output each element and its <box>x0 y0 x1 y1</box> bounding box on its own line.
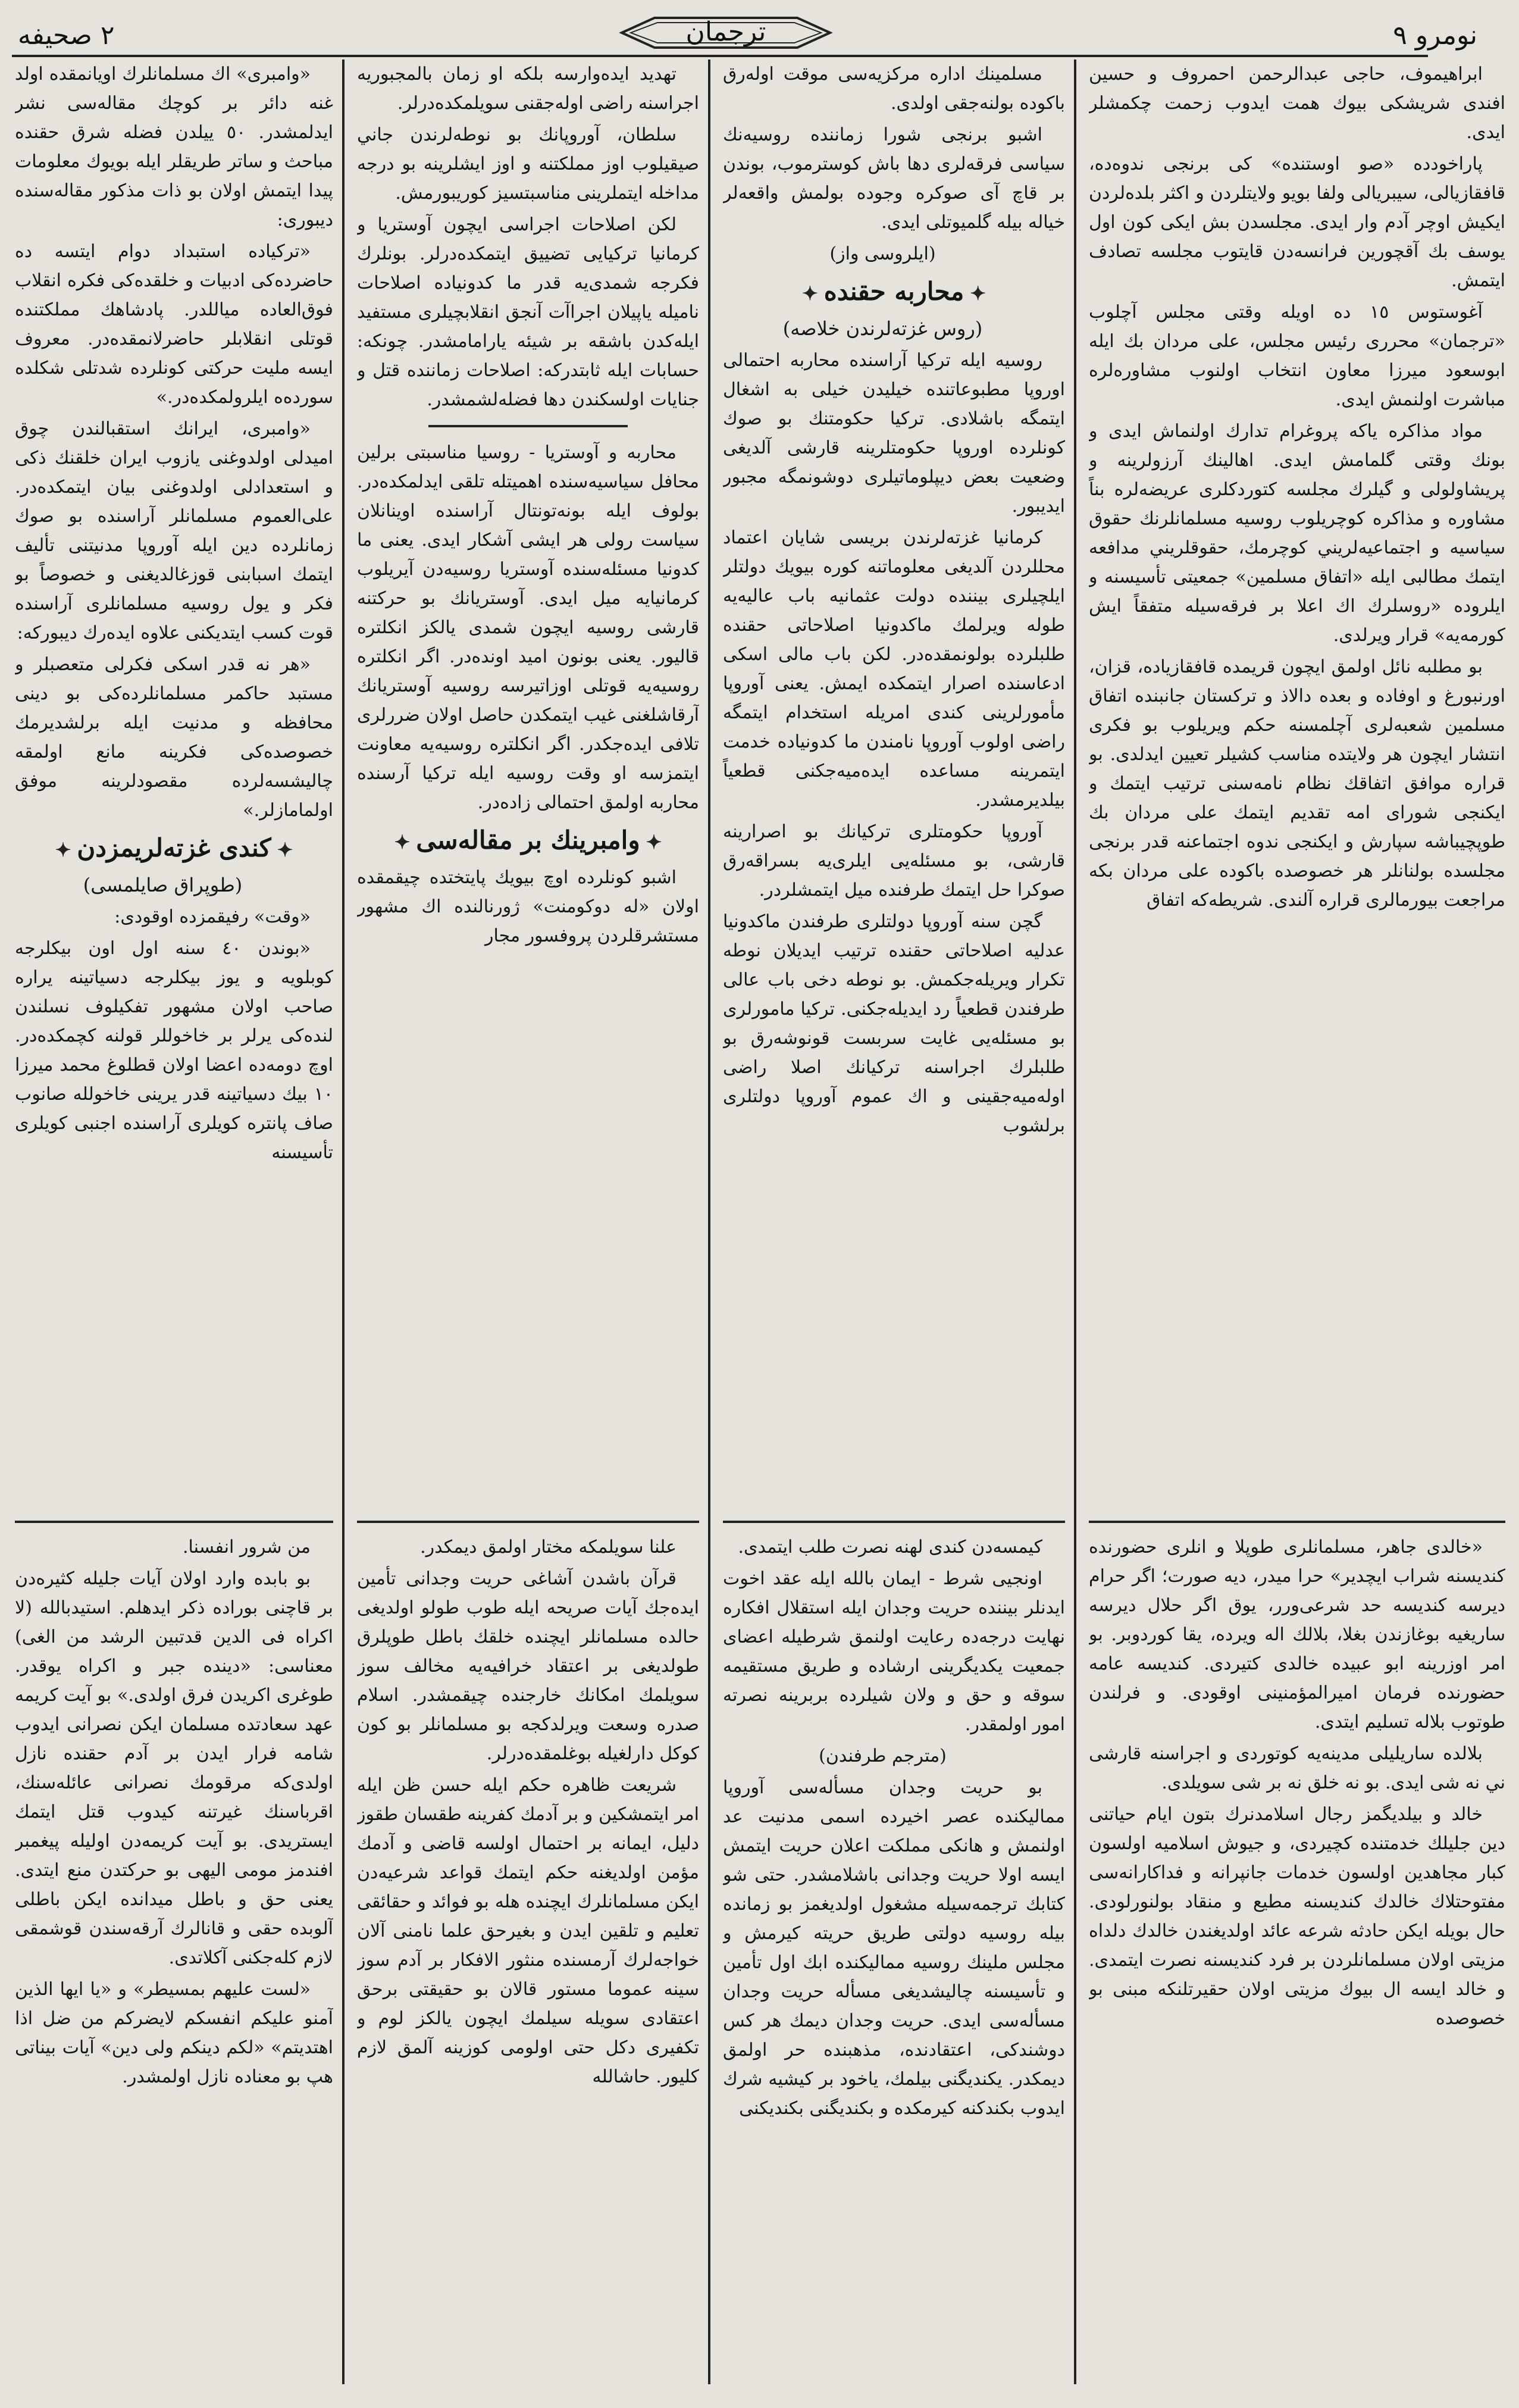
article-subheading: (روس غزته‌لرندن خلاصه) <box>782 317 983 340</box>
section-rule <box>1089 1521 1505 1523</box>
paragraph: علنا سويلمكه مختار اولمق ديمكدر. <box>420 1537 676 1558</box>
paragraph: قرآن باشدن آشاغى حريت وجدانى تأمين ايده‌جك آيات صريحه ايله طوب طولو اولديغى حالده مسلمانلر ايچنده خلقك باطل طوپلرق طولديغى بر اعتقاد خرافيه‌يه مخالف سوز سويلمك امكانك خارجنده چيقمشدر. اسلام صدره وسعت ويرلدكجه بو مسلمانلر بو كون كوكل دارلغيله بوغلمقده‌درلر. <box>357 1568 699 1764</box>
paragraph: كرمانيا غزته‌لرندن بريسى شايان اعتماد محللردن آلديغى معلوماتنه كوره بيويك دولتلر ايلچيلرى بيننده دولت عثمانيه باب عاليه‌يه طوله ويرلمك ماكدونيا اصلاحاتى حقنده طلبلرده بولونمقده‌در. لكن باب مالى اسكى ادعاسنده اصرار ايتمكده ايمش. يعنى آوروپا مأمورلرينى كندى امريله استخدام ايتمگه راضى اولوب آوروپا نامندن ما كدونياده خدمت ايتمرينه مساعده ايده‌ميه‌جكنى قطعياً بيلديرمشدر. <box>723 527 1065 811</box>
paragraph: خالد و بيلديگمز رجال اسلامدنرك بتون ايام حياتنى دين جليلك خدمتنده كچيردى، و جيوش اسلاميه اولسون كبار مجاهدين اولسون خدمات جانپرانه و فداكارانه‌سى مفتوحتلاك خالدك كنديسنه مطيع و منقاد بولنورلودى. حال بويله ايكن حادثه شرعه عائد اولديغندن خالدك دلداه مزيتى اولان مسلمانلردن بر فرد كنديسنه نصرت ايتمدى. و خالد ايسه ال بيوك مزيتى اولان حقيرتلنكه مبنى بو خصوصده <box>1089 1804 1505 2029</box>
section-divider <box>428 425 628 427</box>
column-2-lower <box>723 1533 1065 2384</box>
paragraph: بو مطلبه نائل اولمق ايچون قريمده قافقازياده، قزان، اورنبورغ و اوفاده و بعده دالاذ و تركستان جانبنده اتفاق مسلمين شعبه‌لرى آچلمسنه حكم ويريلوب بو فكرى انتشار ايچون هر ولايتده مناسب كشيلر تعيين ايدلدى. بو قراره موافق اتفاقك نظام نامه‌سنى ترتيب ايتمك و ايكنجى شوراى امه تقديم ايتمك على مردان بك طوپچيباشه سپارش و ايكنجى ندوه اجتماعنه قدر برنجى مجلسده بولنانلر هر خصوصده باكوده على مردان بكه مراجعت بيورمالرى قراره آلندى. شريطه‌كه اتفاق <box>1089 656 1505 911</box>
ornament-icon: ✦ <box>394 831 411 853</box>
paragraph: «وامبرى، ايرانك استقبالندن چوق اميدلى اولدوغنى يازوب ايران خلقنك ذكى و استعدادلى اولدوغنى بيان ايتمكده‌در. على‌العموم مسلمانلر آراسنده بو صوك زمانلرده دين ايله آوروپا مدنيتنى تأليف ايتمك اسبابنى قوزغالديغنى و خصوصاً بو فكر و يول روسيه مسلمانلرى آراسنده قوت كسب ايتديكنى علاوه ايده‌رك ديبوركه: <box>15 418 333 643</box>
section-rule <box>357 1521 699 1523</box>
paragraph: مواد مذاكره ياكه پروغرام تدارك اولنماش ايدى و بونك وقتى گلمامش ايدى. اهالينك آرزولرينه و پريشاولولى و گيلرك مجلسه كتوردكلرى عريضه‌لره بناً مشاوره و مذاكره كوچريلوب روسيه مسلمانلرنك حقوق سياسيه و اجتماعيه‌لريني كوچرمك، حقوقلريني مدافعه ايتمك مطالبى ايله «اتفاق مسلمين» جمعيتى تأسيسنه و ايلروده «روسلرك اك اعلا بر فرقه‌سيله متفقاً ايش كورمه‌يه» قرار ويرلدى. <box>1089 421 1505 646</box>
paragraph: «بوندن ٤٠ سنه اول اون بيكلرجه كوبلويه و يوز بيكلرجه دسياتينه يراره صاحب اولان مشهور تفكيلوف نسلندن لنده‌كى يرلر بر خاخوللر قولنه كچمكده‌در. اوچ دومه‌ده اعضا اولان قطلوغ محمد ميرزا ١٠ بيك دسياتينه قدر يرينى خاخولله صانوب صاف پانتره كويلرى آراسنده اجنبى كويلرى تأسيسنه <box>15 938 333 1163</box>
ornament-icon: ✦ <box>646 831 662 853</box>
ornament-icon: ✦ <box>277 839 293 861</box>
paragraph: آغوستوس ١٥ ده اويله وقتى مجلس آچلوب «ترجمان» محررى رئيس مجلس، على مردان بك ايله ابوسعود ميرزا معاون انتخاب اولنوب مشاوره‌لره مباشرت اولنمش ايدى. <box>1089 302 1505 410</box>
paragraph: «خالدى جاهر، مسلمانلرى طوپلا و انلرى حضورنده كنديسنه شراب ايچدير» حرا ميدر، ديه صورت؛ اگر حرام ديرسه كنديسه حد شرعى‌ورر، يوق اگر حلال ديرسه ساريغيه بوغازندن بغلا، بلالك اله ويرده، يقا كوردوبر. بو امر اوزرينه ابو عبيده خالدى كتيردى. كنديسه عامه حضورنده فرمان اميرالمؤمنينى اوقودى. و فرلندن طوتوب بلاله تسليم ايتدى. <box>1089 1537 1505 1732</box>
paragraph: شريعت ظاهره حكم ايله حسن ظن ايله امر ايتمشكين و بر آدمك كفرينه طقسان طقوز دليل، ايمانه بر احتمال اولسه قاضى و آدمك مؤمن اولديغنه حكم ايتمك قواعد شرعيه‌دن ايكن مسلمانلرك ايچنده هله بو فوائد و حقائقى تعليم و تلقين ايدن و بغيرحق علما نامنى آلان خواجه‌لرك آرمسنده منثور الافكار بر آدم سوز سينه عموما مستور قالان بو حقيقتى برحق اعتقادى سويله سيلمك ايچون يالكز لوم و تكفيرى دكل حتى اولومى كوزينه آلمق لازم كليور. حاشالله <box>357 1775 699 2087</box>
masthead <box>619 12 833 54</box>
paragraph: اشبو برنجى شورا زماننده روسيه‌نك سياسى فرقه‌لرى دها باش كوسترموب، بوندن بر قاچ آى صوكره وجوده بولمش واقعه‌لر خياله بيله گلميوتلى ايدى. <box>723 124 1065 233</box>
paragraph: اشبو كونلرده اوچ بيويك پايتختده چيقمقده اولان «له دوكومنت» ژورنالنده اك مشهور مستشرقلردن پروفسور مجار <box>357 867 699 946</box>
article-subheading: (طوپراق صايلمسى) <box>83 874 243 896</box>
paragraph: گچن سنه آوروپا دولتلرى طرفندن ماكدونيا عدليه اصلاحاتى حقنده ترتيب ايديلان نوطه تكرار ويريله‌جكمش. بو نوطه دخى باب عالى طرفندن قطعياً رد ايديله‌جكنى. تركيا مامورلرى بو مسئله‌يى غايت سربست قونوشه‌رق بو طلبلرك اجراسنه تركيانك اصلا راضى اوله‌ميه‌جقينى و اك عموم آوروپا دولتلرى برلشوب <box>723 911 1065 1136</box>
column-divider <box>342 60 344 2384</box>
column-divider <box>708 60 710 2384</box>
paragraph: آوروپا حكومتلرى تركيانك بو اصرارينه قارشى، بو مسئله‌يى ايلرى‌يه بسراقه‌رق صوكرا حل ايتمك طرفنده ميل ايتمشلردر. <box>723 821 1065 900</box>
paragraph: ابراهيموف، حاجى عبدالرحمن احمروف و حسين افندى شريشكى بيوك همت ايدوب زحمت چكمشلر ايدى. <box>1089 64 1505 143</box>
paragraph: «وامبرى» اك مسلمانلرك اويانمقده اولد غنه دائر بر كوچك مقاله‌سى نشر ايدلمشدر. ٥٠ ييلدن فضله شرق حقنده مباحث و ساتر طريقلر ايله بويوك معلومات پيدا ايتمش اولان بو ذات مذكور مقاله‌سنده ديبورى: <box>15 64 333 230</box>
section-rule <box>723 1521 1065 1523</box>
page-number-label: ٢ صحيفه <box>18 20 115 51</box>
header-rule <box>12 55 1428 57</box>
column-3-lower <box>357 1533 699 2384</box>
column-divider <box>1074 60 1076 2384</box>
paragraph: من شرور انفسنا. <box>183 1537 311 1558</box>
paragraph: روسيه ايله تركيا آراسنده محاربه احتمالى اوروپا مطبوعاتنده خيليدن خيلى به اشغال ايتمگه باشلادى. تركيا حكومتنك بو صوك كونلرده اوروپا حكومتلرينه قارشى آلديغى وضعيت بعض ديپلوماتيلرى دوشونمگه مجبور ايديبور. <box>723 350 1065 517</box>
translator-note: (مترجم طرفندن) <box>819 1746 947 1766</box>
column-1-lower <box>1089 1533 1505 2384</box>
paragraph: سلطان، آوروپانك بو نوطه‌لرندن جاني صيقيلوب اوز مملكتنه و اوز ايشلرينه بو درجه مداخله ايتملرينى مناسبتسيز كوريبورمش. <box>357 124 699 204</box>
issue-number: نومرو ٩ <box>1393 20 1477 51</box>
paragraph: مسلمينك اداره مركزيه‌سى موقت اوله‌رق باكوده بولنه‌جقى اولدى. <box>723 64 1065 114</box>
column-4 <box>15 60 333 1512</box>
paragraph: «لست عليهم بمسيطر» و «يا ايها الذين آمنو عليكم انفسكم لايضركم من ضل اذا اهتديتم» «لكم دينكم ولى دين» آيات بيناتى هپ بو معناده نازل اولمشدر. <box>15 1979 333 2087</box>
page-header <box>0 0 1519 65</box>
paragraph: لكن اصلاحات اجراسى ايچون آوستريا و كرمانيا تركيايى تضييق ايتمكده‌درلر. بونلرك فكرجه شمدى‌يه قدر ما كدونياده اصلاحات ناميله ياپيلان اجراآت آنجق انقلابچيلرى مستفيد ايله‌كدن باشقه بر شيئه يارامامشدر. چونكه: حسابات ايله ثابتدركه: اصلاحات زماننده قتل و جنايات اولسكندن دها فضله‌لشمشدر. <box>357 214 699 410</box>
paragraph: كيمسه‌دن كندى لهنه نصرت طلب ايتمدى. <box>738 1537 1042 1558</box>
paragraph: «وقت» رفيقمزده اوقودى: <box>114 906 311 927</box>
paragraph: بو حريت وجدان مسأله‌سى آوروپا مماليكنده عصر اخيرده اسمى مدنيت عد اولنمش و هانكى مملكت اعلان حريت ايتمش ايسه اولا حريت وجدانى باشلامشدر. حتى شو كتابك ترجمه‌سيله مشغول اولديغمز بو زمانده بيله روسيه دولتى طريق حريته كيرمش و مجلس ملينك روسيه مماليكنده ابك اول تأمين و تأسيسنه چاليشديغى مسأله حريت وجدان مسأله‌سى ايدى. حريت وجدان ديمك هر كس دوشندكى، اعتقادنده، مذهبنده حر اولمق ديمكدر. يكنديگنى بيلمك، ياخود بر كيشيه شرك ايدوب بكندكنه كيرمكده و بكنديگنى بكنديكنى <box>723 1777 1065 2119</box>
paragraph: اونجيى شرط - ايمان بالله ايله عقد اخوت ايدنلر بيننده حريت وجدان ايله استقلال افكاره نهايت درجه‌ده رعايت اولنمق شرطيله اعضاى جمعيت يكديگرينى ارشاده و طريق مستقيمه سوقه و حق و ولان شيلرده بربرينه نصرته امور اولمقدر. <box>723 1568 1065 1735</box>
paragraph: بلالده ساريليلى مدينه‌يه كوتوردى و اجراسنه قارشى ني نه شى ايدى. بو نه خلق نه بر شى سويلدى. <box>1089 1743 1505 1793</box>
ornament-icon: ✦ <box>970 282 986 305</box>
paragraph: محاربه و آوستريا - روسيا مناسبتى برلين محافل سياسيه‌سنده اهميتله تلقى ايدلمكده‌در. بولوف ايله بونه‌تونتال آراسنده اوينانلان سياست رولى هر ايشى آشكار ايدى. يعنى ما كدونيا مسئله‌سنده آوستريا روسيه‌دن آيريلوب كرمانيايه ميل ايدى. آوستريانك بو حركتنه قارشى روسيه ايچون شمدى يالكز انكلتره قاليور. يعنى بونون اميد اونده‌در. اگر انكلتره روسيه‌يه قوتلى اوزاتيرسه روسيه آوستريانك آرقاشلغنى غيب ايتمكدن حاصل اولان ضررلرى تلافى ايده‌جكدر. اگر انكلتره روسيه‌يه معاونت ايتمزسه او وقت روسيه ايله تركيا آرسنده محاربه اولمق احتمالى زاده‌در. <box>357 442 699 813</box>
column-2 <box>723 60 1065 1512</box>
continued-note: (ايلروسى واز) <box>829 243 936 264</box>
column-3 <box>357 60 699 1512</box>
paragraph: «تركياده استبداد دوام ايتسه ده حاضرده‌كى ادبيات و خلقده‌كى فكره انقلاب فوق‌العاده مياللدر. پادشاهك مملكتنده قوتلى انقلابلر حاضرلانمقده‌در. معروف ايسه مليت حركتى كونلرده شدتلى شكلده سورده‌ه ايلرولمكده‌در.» <box>15 241 333 408</box>
article-heading: ✦محاربه حقنده✦ <box>801 277 986 306</box>
paragraph: پاراخودده «صو اوستنده» كى برنجى ندوه‌ده، قافقازيالى، سيبريالى ولفا بويو ولايتلردن و اكثر بلده‌لردن ايكيش اوچر آدم وار ايدى. مجلسدن بش ايكى كون اول يوسف بك آقچورين فرانسه‌دن قايتوب مجلسه تصادف ايتمش. <box>1089 154 1505 291</box>
article-heading: ✦وامبرينك بر مقاله‌سى✦ <box>394 825 662 855</box>
section-rule <box>15 1521 333 1523</box>
column-4-lower <box>15 1533 333 2384</box>
paragraph: بو بابده وارد اولان آيات جليله كثيره‌دن بر قاچنى بوراده ذكر ايدهلم. استيدبالله (لا اكراه فى الدين قدتبين الرشد من الغى) معناسى: «دينده جبر و اكراه يوقدر. طوغرى اكريدن فرق اولدى.» بو آيت كريمه عهد سعادتده مسلمان ايكن نصرانى ايدوب شامه فرار ايدن بر آدم حقنده نازل اولدى‌كه مرقومك نصرانى عائله‌سنك، اقرباسنك غيرتنه كيدوب قتل ايتمك ايستريدى. بو آيت كريمه‌دن اوليله پيغمبر افندمز مومى اليهى بو حركتدن منع ايتدى. يعنى حق و باطل ميداندە ايكن باطلى آلوبده حقى و قانالرك آرقه‌سندن قوشمقى لازم كله‌جكنى آكلاتدى. <box>15 1568 333 1968</box>
article-heading: ✦كندى غزته‌لريمزدن✦ <box>55 833 293 862</box>
column-1 <box>1089 60 1505 1512</box>
ornament-icon: ✦ <box>801 282 818 305</box>
newspaper-title: ترجمان <box>685 17 766 47</box>
paragraph: تهديد ايده‌وارسه بلكه او زمان بالمجبوريه اجراسنه راضى اوله‌جقنى سويلمكده‌درلر. <box>357 64 699 114</box>
paragraph: «هر نه قدر اسكى فكرلى متعصبلر و مستبد حاكمر مسلمانلرده‌كى بو دينى محافظه و مدنيت ايله برلشديرمك خصوصده‌كى فكرينه مانع اولمقه چاليشسه‌لرده مقصودلرينه موفق اولمامازلر.» <box>15 654 333 821</box>
ornament-icon: ✦ <box>55 839 71 861</box>
